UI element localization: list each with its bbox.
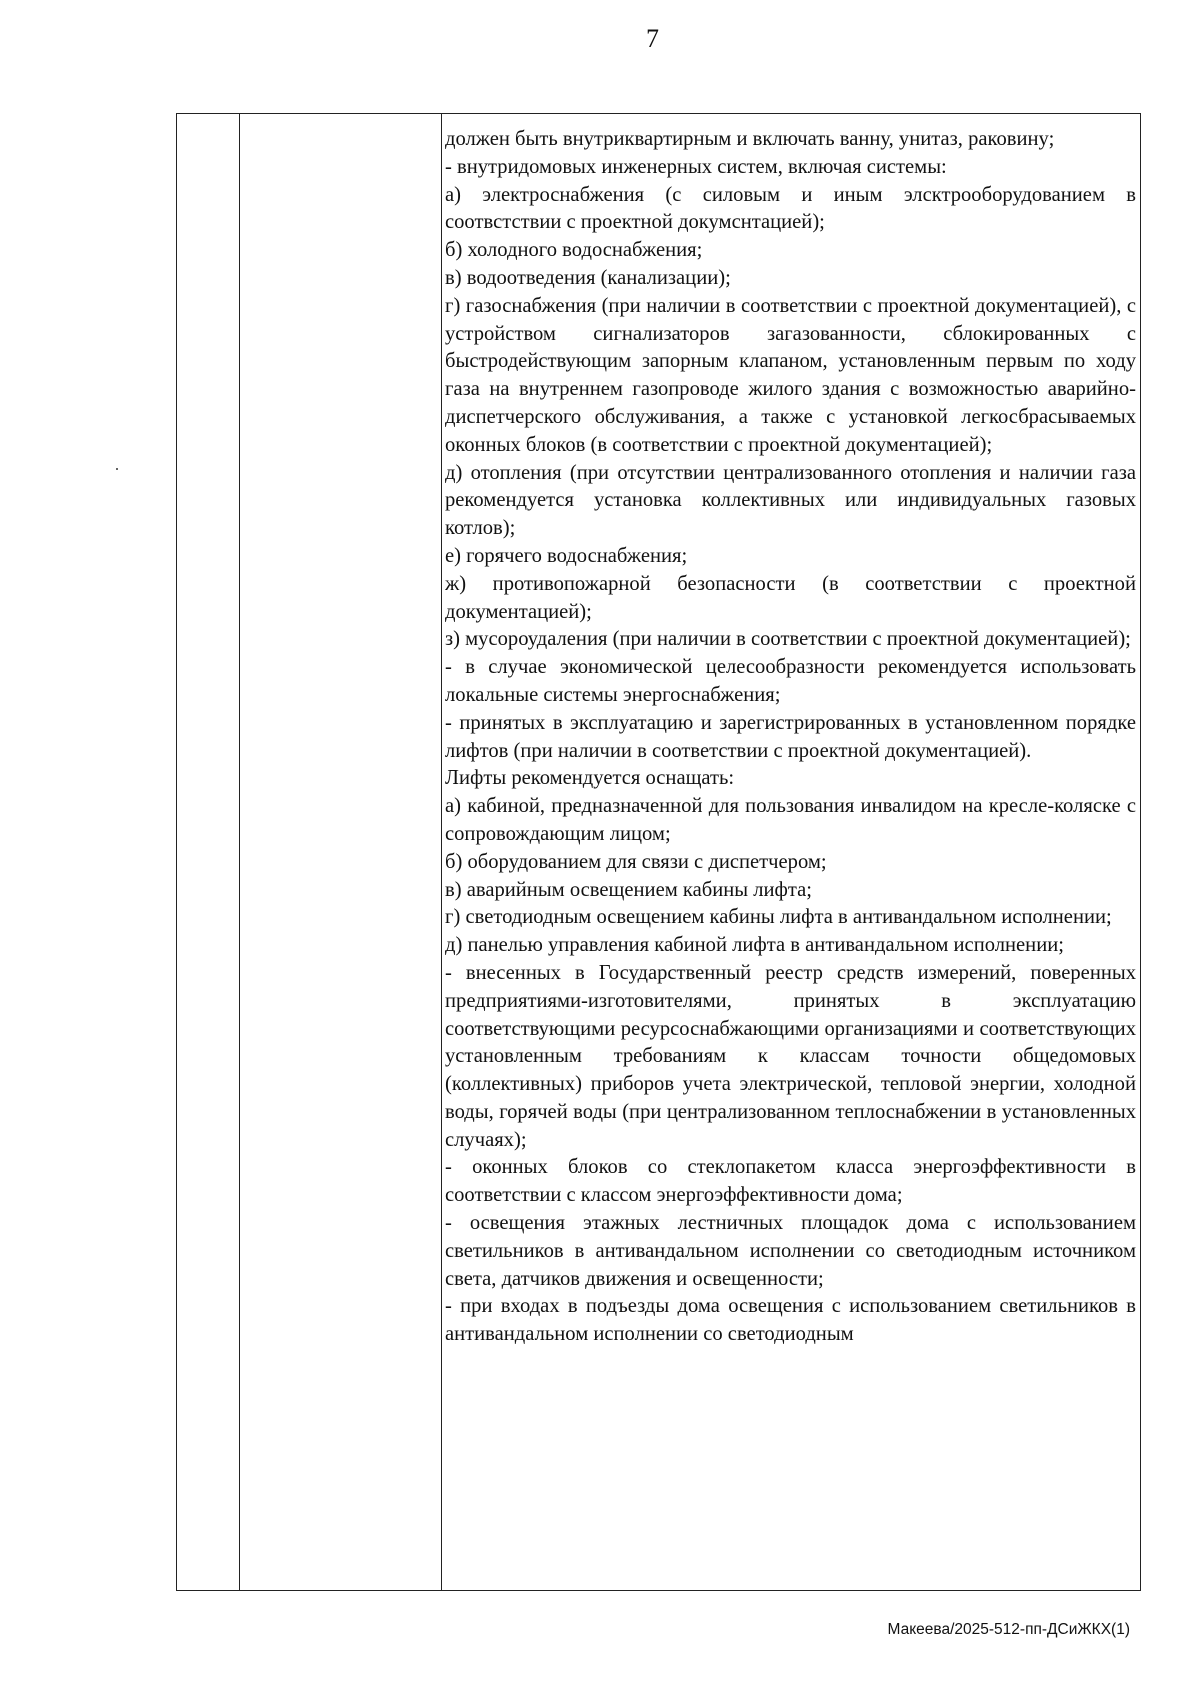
paragraph: - в случае экономической целесообразности рекомендуется использовать локальные системы энергоснабжения;	[445, 656, 1136, 706]
table-content-cell	[445, 126, 1140, 1590]
footer-document-reference: Макеева/2025-512-пп-ДСиЖКХ(1)	[887, 1621, 1130, 1638]
paragraph: г) газоснабжения (при наличии в соответствии с проектной документацией), с устройством сигнализаторов загазованности, сблокированных с быстродействующим запорным клапаном, установленным первым по ходу газа на внутреннем газопроводе жилого здания с возможностью аварийно-диспетчерского обслуживания, а также с установкой легкосбрасываемых оконных блоков (в соответствии с проектной документацией);	[445, 294, 1136, 456]
table-column-divider-2	[441, 114, 442, 1590]
paragraph: з) мусороудаления (при наличии в соответствии с проектной документацией);	[445, 628, 1131, 651]
paragraph: г) светодиодным освещением кабины лифта в антивандальном исполнении;	[445, 906, 1112, 929]
paragraph: - внесенных в Государственный реестр средств измерений, поверенных предприятиями-изготовителями, принятых в эксплуатацию соответствующими ресурсоснабжающими организациями и соответствующих установленным требованиям к классам точности общедомовых (коллективных) приборов учета электрической, тепловой энергии, холодной воды, горячей воды (при централизованном теплоснабжении в установленных случаях);	[445, 961, 1136, 1151]
paragraph: - принятых в эксплуатацию и зарегистрированных в установленном порядке лифтов (при наличии в соответствии с проектной документацией).	[445, 711, 1136, 762]
paragraph: ж) противопожарной безопасности (в соответствии с проектной документацией);	[445, 572, 1136, 623]
paragraph: Лифты рекомендуется оснащать:	[445, 767, 735, 790]
paragraph: должен быть внутриквартирным и включать ванну, унитаз, раковину;	[445, 128, 1055, 150]
table-column-divider-1	[239, 114, 240, 1590]
paragraph: а) кабиной, предназначенной для пользования инвалидом на кресле-коляске с сопровождающим лицом;	[445, 795, 1136, 845]
paragraph: а) электроснабжения (с силовым и иным элсктрооборудованием в соотвстствии с проектной докумснтацией);	[445, 183, 1136, 234]
document-table	[176, 113, 1141, 1591]
paragraph: - внутридомовых инженерных систем, включая системы:	[445, 155, 947, 178]
paragraph: - оконных блоков со стеклопакетом класса энергоэффективности в соответствии с классом энергоэффективности дома;	[445, 1156, 1136, 1207]
paragraph: б) оборудованием для связи с диспетчером;	[445, 850, 827, 873]
paragraph: в) водоотведения (канализации);	[445, 266, 731, 289]
paragraph: - освещения этажных лестничных площадок дома с использованием светильников в антивандальном исполнении со светодиодным источником света, датчиков движения и освещенности;	[445, 1212, 1136, 1290]
paragraph: д) панелью управления кабиной лифта в антивандальном исполнении;	[445, 934, 1064, 957]
scan-speck	[116, 468, 118, 470]
paragraph: д) отопления (при отсутствии централизованного отопления и наличии газа рекомендуется установка коллективных или индивидуальных газовых котлов);	[445, 461, 1136, 540]
paragraph: в) аварийным освещением кабины лифта;	[445, 878, 812, 901]
paragraph: е) горячего водоснабжения;	[445, 544, 688, 567]
paragraph: б) холодного водоснабжения;	[445, 239, 703, 262]
paragraph: - при входах в подъезды дома освещения с использованием светильников в антивандальном исполнении со светодиодным	[445, 1295, 1136, 1346]
page-number: 7	[646, 24, 659, 53]
